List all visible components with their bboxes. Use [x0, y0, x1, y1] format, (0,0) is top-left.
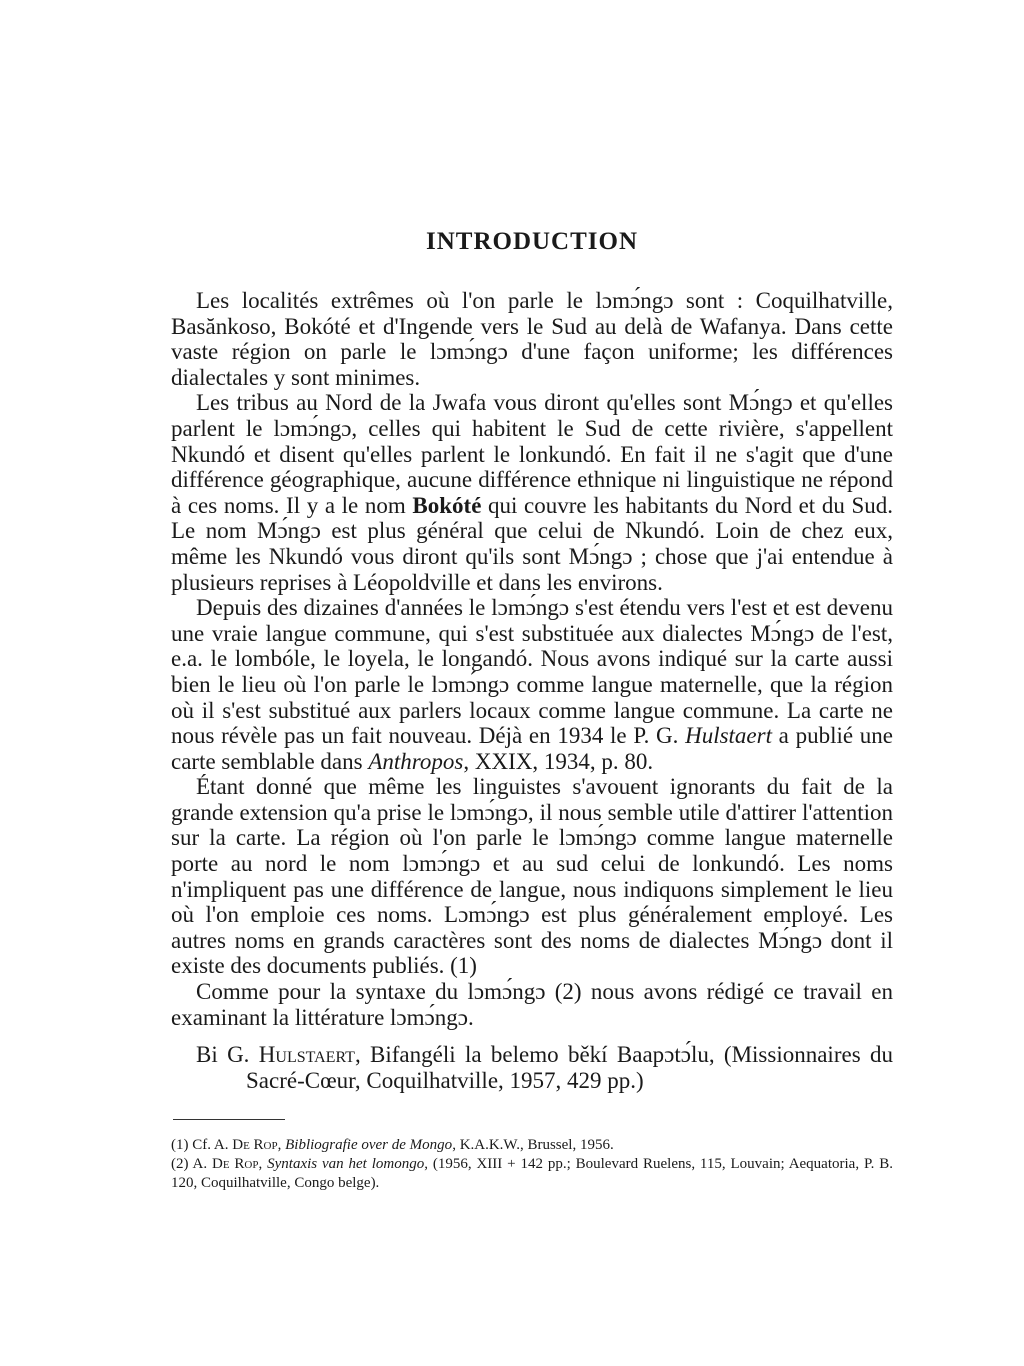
- footnote-1-marker: (1) Cf. A.: [171, 1137, 233, 1154]
- citation-author: Hulstaert: [258, 1042, 355, 1068]
- paragraph-2-bold-term: Bokóté: [412, 492, 482, 518]
- footnote-2-rest: , (1956, XIII + 142 pp.; Boulevard Ruelens, 115, Louvain; Aequatoria, P. B. 120, Coquilhatville, Congo belge).: [171, 1156, 894, 1192]
- paragraph-4: Étant donné que même les linguistes s'avouent ignorants du fait de la grande extension qu'a prise le lɔmɔ́ngɔ, il nous semble utile d'attirer l'attention sur la carte. La région où l'on parle le lɔmɔ́ngɔ comme langue maternelle porte au nord le nom lɔmɔ́ngɔ et au sud celui de lonkundó. Les noms n'impliquent pas une différence de langue, nous indiquons simplement le lieu où l'on emploie ces noms. Lɔmɔ́ngɔ est plus généralement employé. Les autres noms en grands caractères sont des noms de dialectes Mɔ́ngɔ dont il existe des documents publiés. (1): [171, 774, 893, 979]
- bibliographic-citation: [196, 1042, 893, 1093]
- paragraph-5: Comme pour la syntaxe du lɔmɔ́ngɔ (2) nous avons rédigé ce travail en examinant la littérature lɔmɔ́ngɔ.: [171, 979, 893, 1030]
- paragraph-2: [171, 390, 893, 595]
- paragraph-3-text: Depuis des dizaines d'années le lɔmɔ́ngɔ s'est étendu vers l'est et est devenu une vraie langue commune, qui s'est substituée aux dialectes Mɔ́ngɔ de l'est, e.a. le lombóle, le loyela, le longandó. Nous avons indiqué sur la carte aussi bien le lieu où l'on parle le lɔmɔ́ngɔ comme langue maternelle, que la région où il s'est substitué aux parlers locaux comme langue commune. La carte ne nous révèle pas un fait nouveau. Déjà en 1934 le P. G.: [171, 595, 893, 749]
- footnote-1: [171, 1136, 893, 1155]
- footnote-1-title: Bibliografie over de Mongo: [285, 1137, 453, 1154]
- footnotes: [171, 1136, 893, 1193]
- paragraph-1: Les localités extrêmes où l'on parle le lɔmɔ́ngɔ sont : Coquilhatville, Basănkoso, Bokóté et d'Ingende vers le Sud au delà de Wafanya. Dans cette vaste région on parle le lɔmɔ́ngɔ d'une façon uniforme; les différences dialectales y sont minimes.: [171, 288, 893, 390]
- paragraph-3: [171, 595, 893, 774]
- page-title: INTRODUCTION: [425, 228, 639, 255]
- paragraph-3-author: Hulstaert: [685, 723, 772, 749]
- paragraph-3-mid: a publié une carte semblable dans: [171, 723, 893, 774]
- footnote-2-marker: (2) A.: [171, 1156, 212, 1173]
- footnote-2-author: De Rop: [212, 1156, 259, 1173]
- footnote-divider: [173, 1119, 285, 1120]
- paragraph-2-text-end: qui couvre les habitants du Nord et du Sud. Le nom Mɔ́ngɔ est plus général que celui de Nkundó. Loin de chez eux, même les Nkundó vous diront qu'ils sont Mɔ́ngɔ ; chose que j'ai entendue à plusieurs reprises à Léopoldville et dans les environs.: [171, 492, 893, 595]
- footnote-1-sep: ,: [277, 1137, 286, 1154]
- footnote-1-author: De Rop: [232, 1137, 278, 1154]
- footnote-2: [171, 1155, 893, 1193]
- footnote-2-sep: ,: [258, 1156, 268, 1173]
- citation-rest: , Bifangéli la belemo běkí Baapɔtɔ́lu, (Missionnaires du Sacré-Cœur, Coquilhatville, 1957, 429 pp.): [246, 1042, 893, 1093]
- footnote-1-rest: , K.A.K.W., Brussel, 1956.: [452, 1137, 614, 1154]
- paragraph-2-text: Les tribus au Nord de la Jwafa vous diront qu'elles sont Mɔ́ngɔ et qu'elles parlent le lɔmɔ́ngɔ, celles qui habitent le Sud de cette rivière, s'appellent Nkundó et disent qu'elles parlent le lonkundó. En fait il ne s'agit que d'une différence géographique, aucune différence ethnique ni linguistique ne répond à ces noms. Il y a le nom: [171, 390, 893, 518]
- citation-prefix: Bi G.: [196, 1042, 259, 1068]
- body-text: [171, 288, 893, 1193]
- footnote-2-title: Syntaxis van het lomongo: [267, 1156, 425, 1173]
- paragraph-3-journal: Anthropos: [368, 748, 464, 774]
- paragraph-3-end: , XXIX, 1934, p. 80.: [463, 748, 654, 774]
